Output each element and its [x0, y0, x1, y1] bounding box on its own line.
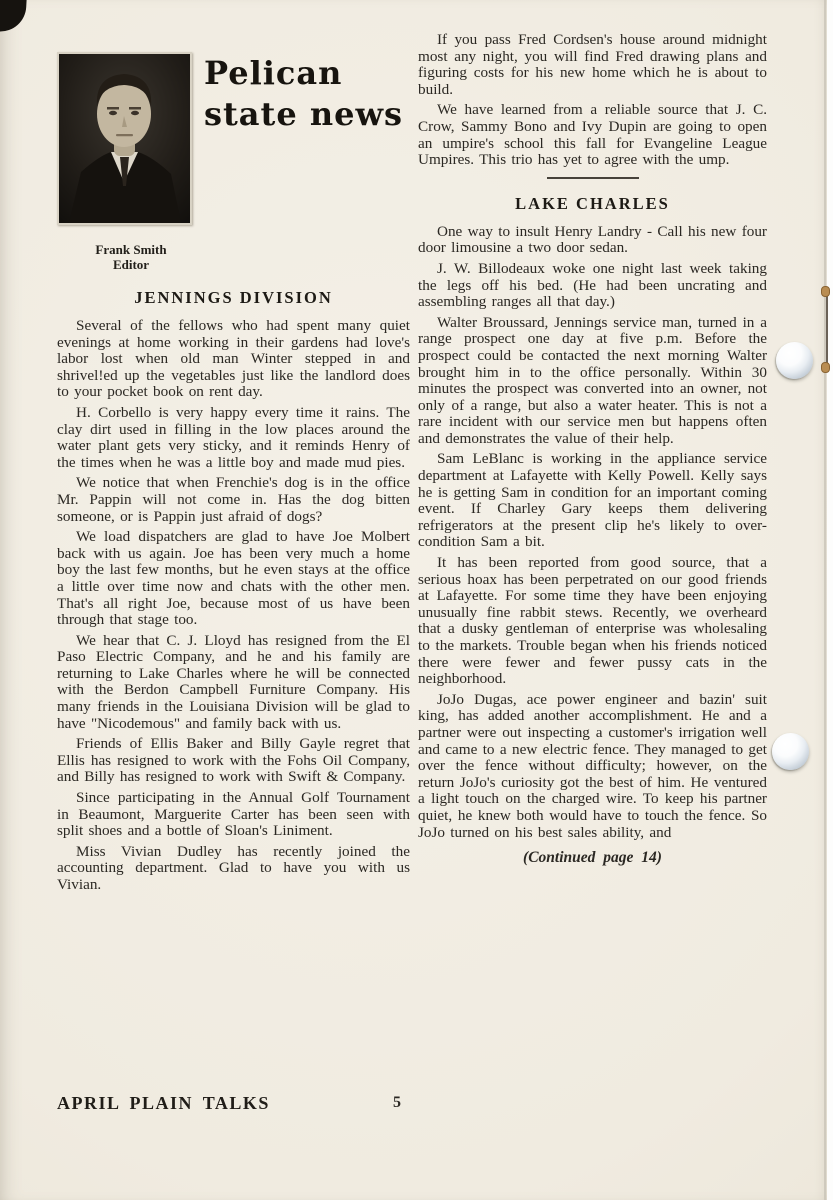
paragraph: Walter Broussard, Jennings service man, turned in a range prospect one day at five p.m. Before the prospect could be contacted the next morning Walter brought him in to the office personally. Within 30 minutes the prospect was converted into an owner, not only of a range, but also a water heater. This is not a rare incident with our service men but happens often and demonstrates the value of their help. — [418, 313, 767, 447]
page-footer — [57, 1093, 767, 1114]
publication-title-line2: state news — [204, 95, 403, 133]
right-column — [418, 32, 767, 867]
paragraph: Friends of Ellis Baker and Billy Gayle regret that Ellis has resigned to work with the Fohs Oil Company, and Billy has resigned to work with Swift & Company. — [57, 735, 410, 786]
section-heading-lake-charles: LAKE CHARLES — [515, 193, 670, 213]
editor-name: Frank Smith — [95, 242, 167, 257]
page-number: 5 — [393, 1094, 401, 1111]
masthead-row — [57, 45, 410, 225]
editor-title: Editor — [112, 257, 150, 272]
page-edge-line — [824, 0, 826, 1200]
binder-hole — [772, 733, 809, 770]
footer-journal-title: APRIL PLAIN TALKS — [57, 1093, 270, 1113]
publication-title-line1: Pelican — [204, 54, 343, 92]
publication-title — [204, 45, 403, 135]
section-divider-rule — [547, 177, 639, 179]
editor-caption — [83, 242, 179, 272]
paragraph: Sam LeBlanc is working in the appliance service department at Lafayette with Kelly Powell. Kelly says he is getting Sam in condition for an important coming event. If Charley Gary keeps them delivering refrigerators at the present clip he's likely to over-condition Sam a bit. — [418, 450, 767, 551]
paragraph: It has been reported from good source, that a serious hoax has been perpetrated on our good friends at Lafayette. For some time they have been enjoying unusually fine rabbit stews. Recently, we overheard that a dusky gentleman of enterprise was wholesaling to the markets. Trouble began when his friends noticed there were fewer and fewer pussy cats in the neighborhood. — [418, 554, 767, 688]
paragraph: H. Corbello is very happy every time it rains. The clay dirt used in filling in the low places around the water plant gets very sticky, and it reminds Henry of the times when he was a little boy and made mud pies. — [57, 403, 410, 471]
portrait-illustration — [59, 54, 190, 223]
paragraph: We hear that C. J. Lloyd has resigned from the El Paso Electric Company, and he and his family are returning to Lake Charles where he will be connected with the Berdon Campbell Furniture Company. His many friends in the Louisiana Division will be glad to have "Nicodemous" and family back with us. — [57, 631, 410, 732]
continued-note: (Continued page 14) — [523, 849, 662, 867]
paragraph: J. W. Billodeaux woke one night last week taking the legs off his bed. (He had been uncrating and assembling ranges all that day.) — [418, 259, 767, 311]
paragraph: Since participating in the Annual Golf Tournament in Beaumont, Marguerite Carter has been seen with split shoes and a bottle of Sloan's Liniment. — [57, 789, 410, 840]
paragraph: Miss Vivian Dudley has recently joined the accounting department. Glad to have you with us Vivian. — [57, 842, 410, 893]
scan-corner-artifact — [0, 0, 27, 33]
binding-wire-bead — [821, 286, 830, 297]
editor-portrait-photo — [57, 52, 192, 225]
paragraph: One way to insult Henry Landry - Call his new four door limousine a two door sedan. — [418, 222, 767, 257]
paragraph: We have learned from a reliable source that J. C. Crow, Sammy Bono and Ivy Dupin are going to open an umpire's school this fall for Evangeline League Umpires. This trio has yet to agree with the ump. — [418, 101, 767, 169]
paragraph: We notice that when Frenchie's dog is in the office Mr. Pappin will not come in. Has the dog bitten someone, or is Pappin just afraid of dogs? — [57, 474, 410, 525]
paragraph: If you pass Fred Cordsen's house around midnight most any night, you will find Fred drawing plans and figuring costs for his new home which he is about to build. — [418, 31, 767, 98]
page-edge-strip — [827, 0, 833, 1200]
binding-wire-bead — [821, 362, 830, 373]
paragraph: Several of the fellows who had spent many quiet evenings at home working in their gardens had love's labor lost when old man Winter stepped in and shrivel!ed up the vegetables just like the landlord does to your pocket book on rent day. — [57, 317, 410, 401]
left-column — [57, 45, 410, 898]
binding-wire — [826, 290, 828, 372]
section-heading-jennings-division: JENNINGS DIVISION — [134, 288, 333, 307]
paragraph: We load dispatchers are glad to have Joe Molbert back with us again. Joe has been very much a home boy the last few months, but he even stays at the office a little over time now and chats with the other men. That's all right Joe, because most of us have been through that stage too. — [57, 528, 410, 629]
binder-hole — [776, 342, 813, 379]
paragraph: JoJo Dugas, ace power engineer and bazin' suit king, has added another accomplishment. He and a partner were out inspecting a customer's irrigation well and came to a new electric fence. They managed to get over the fence without difficulty; however, on the return JoJo's curiosity got the best of him. He ventured a light touch on the charged wire. To keep his partner quiet, he knew both would have to touch the fence. So JoJo turned on his best sales ability, and — [418, 690, 767, 841]
